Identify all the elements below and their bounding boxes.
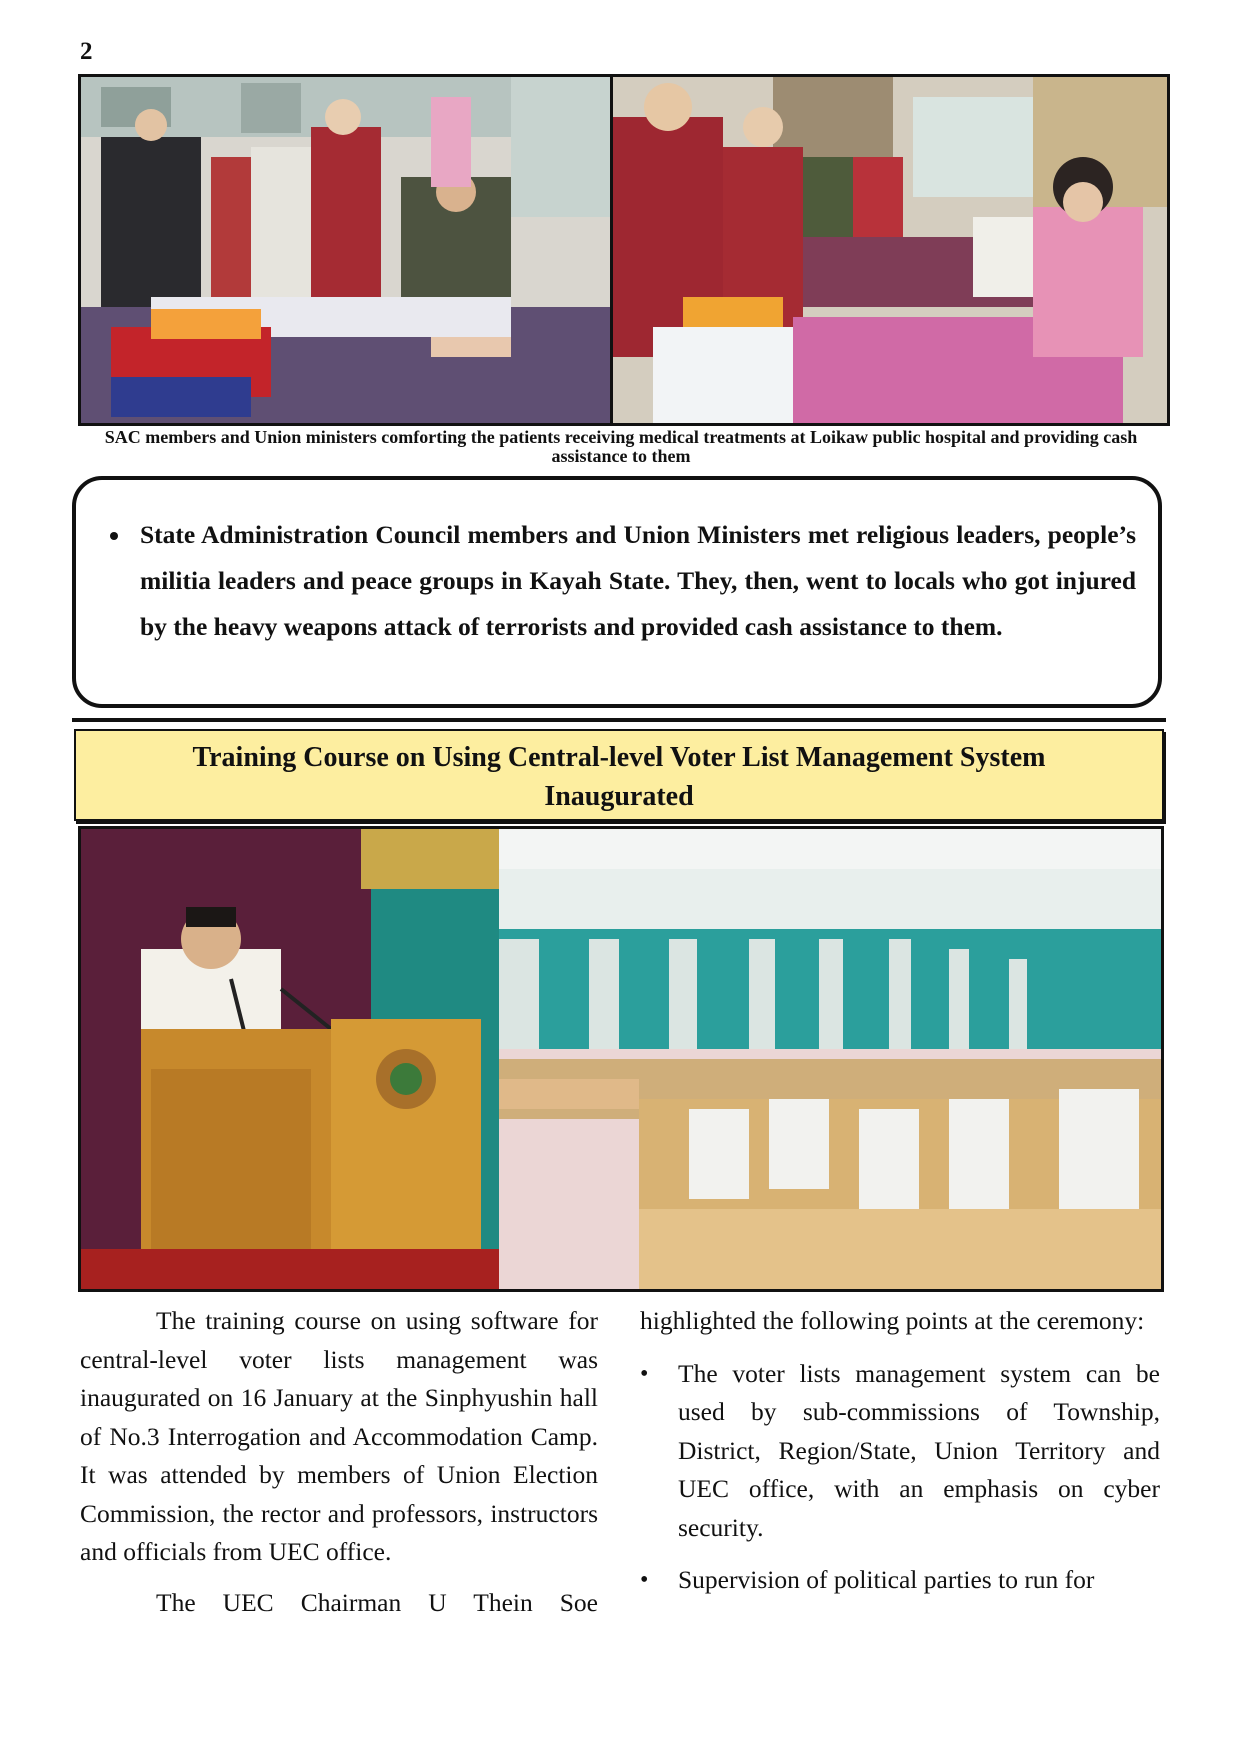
article-paragraph-3: highlighted the following points at the ceremony: [640,1306,1145,1335]
hospital-photo-left [81,77,610,423]
article-bullet-2: • Supervision of political parties to run for [640,1561,1160,1600]
highlight-bullet: • State Administration Council members and Union Ministers met religious leaders, people’s militia leaders and peace groups in Kayah State. They, then, went to locals who got injured by the heavy weapons attack of terrorists and provided cash assistance to them. [132,512,1136,650]
article-bullet-1: • The voter lists management system can be used by sub-commissions of Township, District, Region/State, Union Territory and UEC office, with an emphasis on cyber security. [640,1355,1160,1548]
article-column-left [80,1302,598,1622]
top-photo-row [78,74,1170,426]
article-paragraph-1: The training course on using software for central-level voter lists management was inaugurated on 16 January at the Sinphyushin hall of No.3 Interrogation and Accommodation Camp. It was attended by members of Union Election Commission, the rector and professors, instructors and officials from UEC office. [80,1306,598,1566]
article-column-right [640,1302,1160,1600]
photo-caption: SAC members and Union ministers comforting the patients receiving medical treatments at Loikaw public hospital and providing cash assistance to them [104,427,1138,466]
section-title [74,729,1164,821]
article-bullet-list [640,1355,1160,1600]
section-divider [72,718,1166,722]
article-paragraph-2: The UEC Chairman U Thein Soe [156,1587,598,1617]
hospital-photo-right [613,77,1167,423]
speaker-photo [81,829,499,1289]
section-title-line1: Training Course on Using Central-level Voter List Management System [192,742,1046,773]
section-title-line2: Inaugurated [544,781,694,812]
hall-photo [499,829,1161,1289]
bottom-photo-row [78,826,1164,1292]
highlight-list [76,480,1158,650]
highlight-box [72,476,1162,708]
page-number: 2 [80,38,93,65]
